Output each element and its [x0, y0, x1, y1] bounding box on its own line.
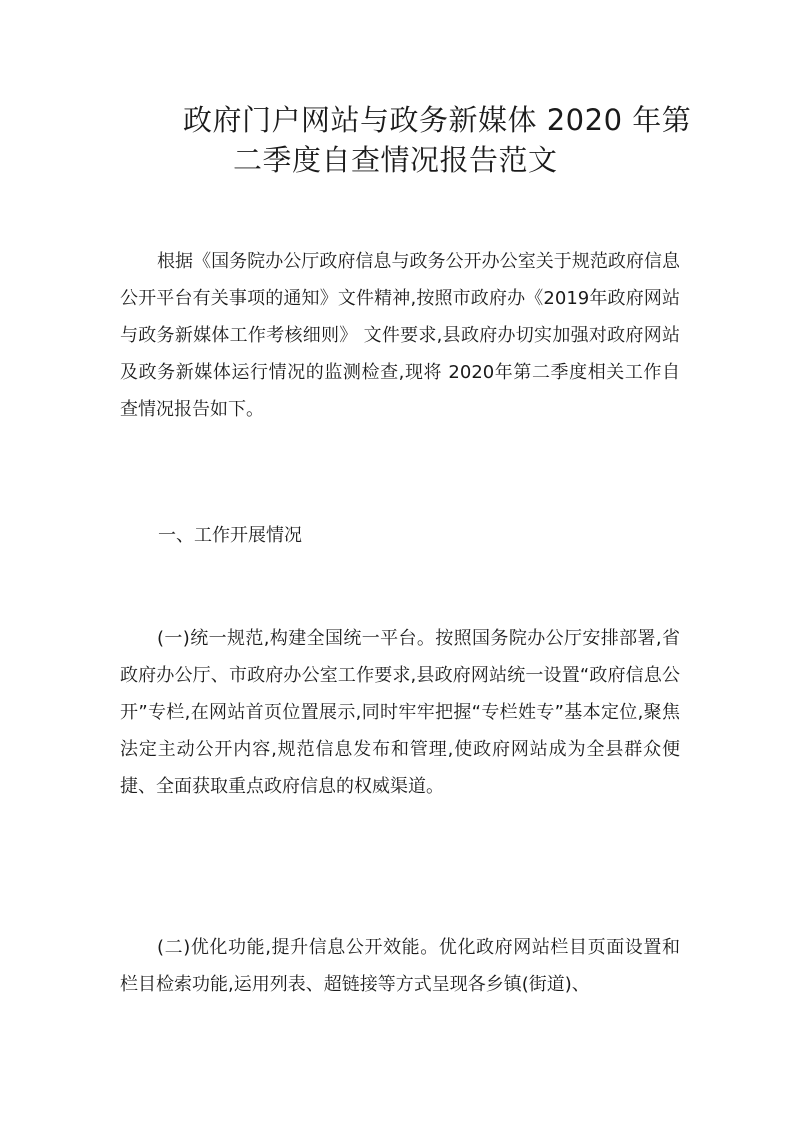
section-1-heading: 一、工作开展情况 — [158, 525, 302, 546]
subsection-2-paragraph: (二)优化功能,提升信息公开效能。优化政府网站栏目页面设置和栏目检索功能,运用列表、超链接等方式呈现各乡镇(街道)、 — [120, 937, 680, 995]
document-title-line-1: 政府门户网站与政务新媒体 2020 年第 — [183, 103, 692, 137]
subsection-1-paragraph: (一)统一规范,构建全国统一平台。按照国务院办公厅安排部署,省政府办公厅、市政府办公室工作要求,县政府网站统一设置“政府信息公开”专栏,在网站首页位置展示,同时牢牢把握“专栏姓专”基本定位,聚焦法定主动公开内容,规范信息发布和管理,使政府网站成为全县群众便捷、全面获取重点政府信息的权威渠道。 — [120, 628, 680, 797]
intro-paragraph: 根据《国务院办公厅政府信息与政务公开办公室关于规范政府信息公开平台有关事项的通知》文件精神,按照市政府办《2019年政府网站与政务新媒体工作考核细则》 文件要求,县政府办切实加强对政府网站及政务新媒体运行情况的监测检查,现将 2020年第二季度相关工作自查情况报告如下。 — [120, 251, 680, 420]
document-title — [120, 100, 720, 180]
document-title-line-2: 二季度自查情况报告范文 — [233, 143, 558, 177]
